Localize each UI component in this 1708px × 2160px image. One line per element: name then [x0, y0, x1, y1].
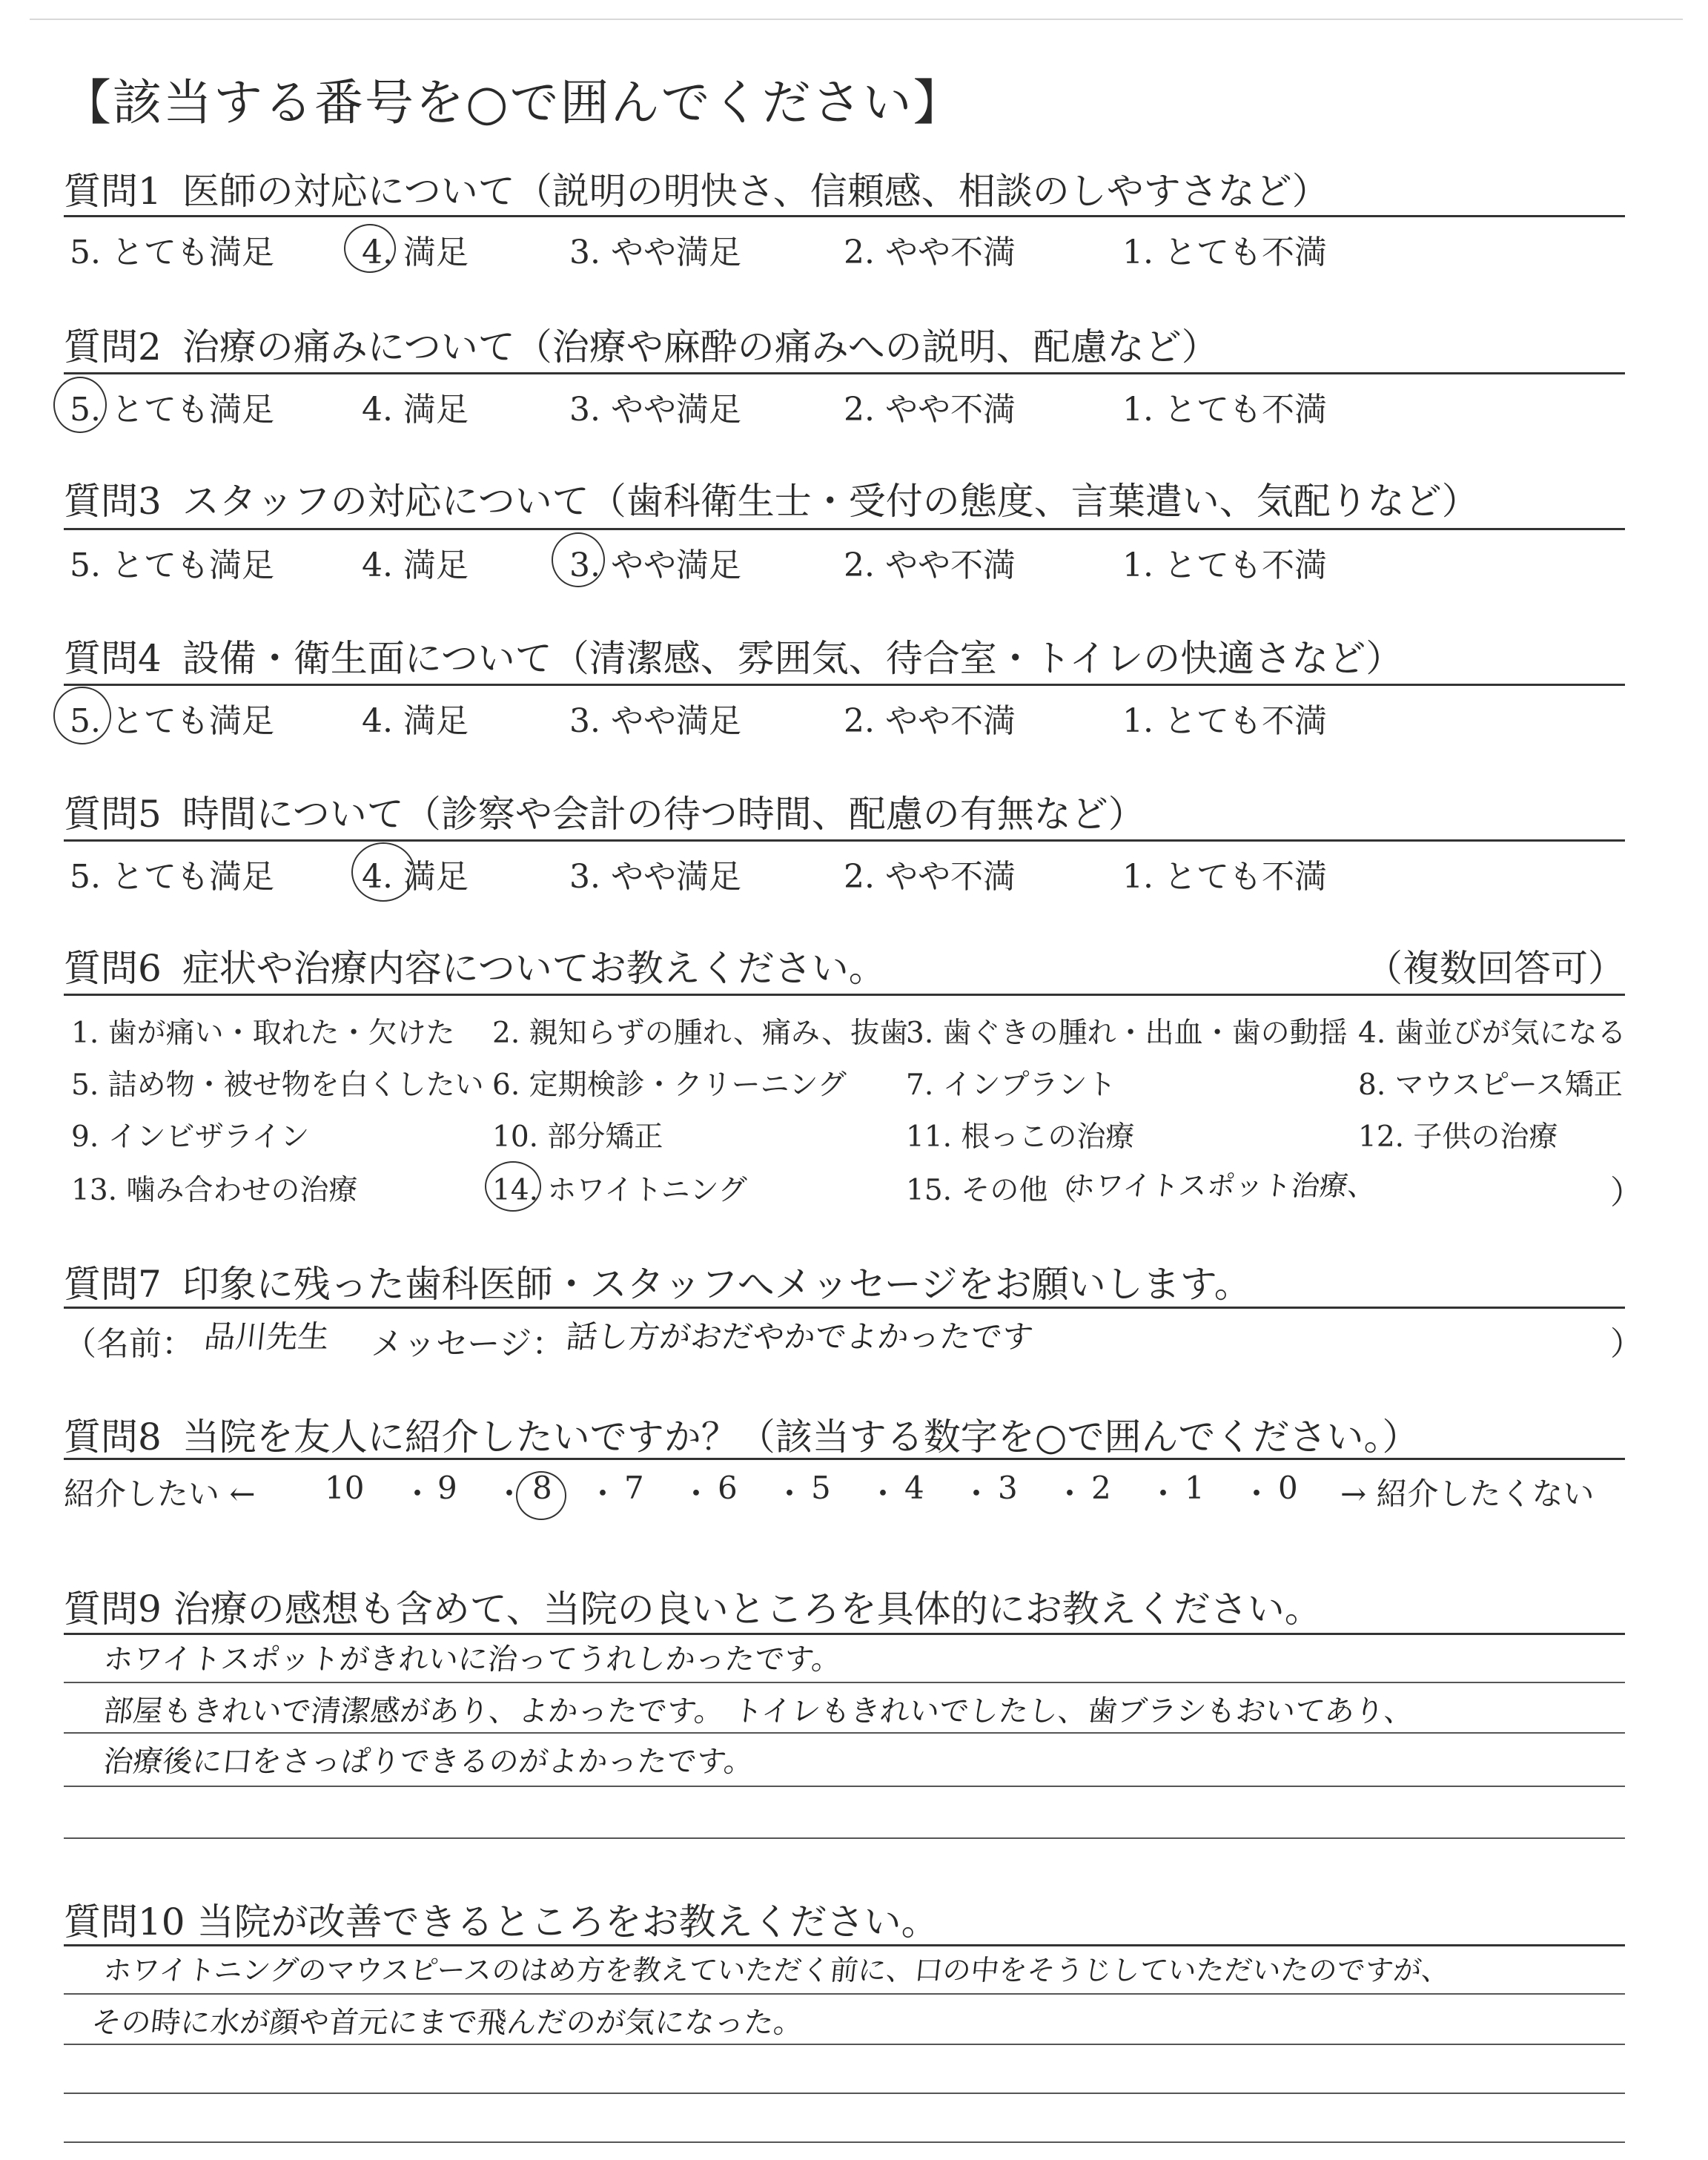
q6-option-9[interactable]: 9. インビザライン	[71, 1120, 310, 1154]
q1-option-1[interactable]: 1. とても不満	[1122, 234, 1327, 271]
question-number: 質問10	[64, 1900, 185, 1943]
scale-right-label: → 紹介したくない	[1340, 1476, 1595, 1512]
question-rule	[64, 528, 1625, 530]
q3-selected-circle	[552, 532, 605, 587]
q1-option-4[interactable]: 4. 満足	[362, 234, 469, 271]
scale-4[interactable]: 4	[904, 1470, 924, 1506]
scale-10[interactable]: 10	[325, 1470, 365, 1506]
question-rule	[64, 1458, 1625, 1460]
question-rule	[64, 1307, 1625, 1309]
q4-option-3[interactable]: 3. やや満足	[569, 702, 741, 740]
answer-line	[64, 2141, 1625, 2143]
scale-separator: ・	[1241, 1476, 1273, 1512]
q10-answer-line-2[interactable]: その時に水が顔や首元にまで飛んだのが気になった。	[90, 2006, 806, 2040]
q6-option-6[interactable]: 6. 定期検診・クリーニング	[492, 1069, 847, 1102]
question-text: 当院が改善できるところをお教えください。	[196, 1900, 939, 1943]
q7-close: ）	[1610, 1325, 1643, 1363]
question-4	[64, 629, 1403, 682]
question-2	[64, 317, 1219, 371]
question-text: 時間について（診察や会計の待つ時間、配慮の有無など）	[182, 793, 1145, 836]
question-text: 当院を友人に紹介したいですか？（該当する数字を○で囲んでください。）	[182, 1416, 1420, 1459]
q4-option-4[interactable]: 4. 満足	[362, 702, 469, 740]
q4-option-1[interactable]: 1. とても不満	[1122, 702, 1327, 740]
question-text: 治療の感想も含めて、当院の良いところを具体的にお教えください。	[173, 1588, 1322, 1631]
q8-scale	[64, 1470, 1625, 1514]
question-6	[64, 939, 886, 992]
scale-separator: ・	[587, 1476, 619, 1512]
q7-message-handwritten[interactable]: 話し方がおだやかでよかったです	[564, 1318, 1036, 1355]
q3-option-4[interactable]: 4. 満足	[362, 546, 469, 584]
question-number: 質問2	[64, 326, 162, 369]
question-text: 印象に残った歯科医師・スタッフへメッセージをお願いします。	[182, 1263, 1251, 1306]
question-rule	[64, 1633, 1625, 1635]
q5-option-5[interactable]: 5. とても満足	[70, 858, 274, 896]
scale-6[interactable]: 6	[718, 1470, 738, 1506]
q1-option-5[interactable]: 5. とても満足	[70, 234, 274, 271]
q6-option-7[interactable]: 7. インプラント	[906, 1069, 1116, 1102]
q5-option-2[interactable]: 2. やや不満	[844, 858, 1016, 896]
q6-other-close: ）	[1610, 1174, 1643, 1212]
q2-option-4[interactable]: 4. 満足	[362, 391, 469, 429]
question-rule	[64, 684, 1625, 686]
question-number: 質問9	[64, 1588, 162, 1631]
q9-answer-line-1[interactable]: ホワイトスポットがきれいに治ってうれしかったです。	[102, 1642, 844, 1677]
question-text: 設備・衛生面について（清潔感、雰囲気、待合室・トイレの快適さなど）	[182, 637, 1403, 680]
q2-option-5[interactable]: 5. とても満足	[70, 391, 274, 429]
answer-line	[64, 1682, 1625, 1683]
q7-name-handwritten[interactable]: 品川先生	[202, 1318, 331, 1355]
question-number: 質問6	[64, 947, 162, 990]
q7-message-label: メッセージ：	[371, 1325, 565, 1363]
q6-option-12[interactable]: 12. 子供の治療	[1358, 1120, 1558, 1154]
q7-name-label: （名前：	[64, 1325, 194, 1363]
q5-option-1[interactable]: 1. とても不満	[1122, 858, 1327, 896]
q3-option-1[interactable]: 1. とても不満	[1122, 546, 1327, 584]
q10-answer-line-1[interactable]: ホワイトニングのマウスピースのはめ方を教えていただく前に、口の中をそうじしていただいたのですが、	[102, 1954, 1452, 1986]
q5-option-4[interactable]: 4. 満足	[362, 858, 469, 896]
q3-option-5[interactable]: 5. とても満足	[70, 546, 274, 584]
q4-option-5[interactable]: 5. とても満足	[70, 702, 274, 740]
question-text: スタッフの対応について（歯科衛生士・受付の態度、言葉遣い、気配りなど）	[182, 480, 1479, 523]
question-rule	[64, 372, 1625, 374]
question-rule	[64, 215, 1625, 217]
q6-option-8[interactable]: 8. マウスピース矯正	[1358, 1069, 1623, 1102]
scale-5[interactable]: 5	[811, 1470, 831, 1506]
scale-2[interactable]: 2	[1091, 1470, 1111, 1506]
question-number: 質問7	[64, 1263, 162, 1306]
answer-line	[64, 2044, 1625, 2045]
answer-line	[64, 1786, 1625, 1787]
question-3	[64, 472, 1479, 525]
scale-8[interactable]: 8	[532, 1470, 552, 1506]
answer-line	[64, 2093, 1625, 2094]
scale-9[interactable]: 9	[437, 1470, 457, 1506]
scale-1[interactable]: 1	[1185, 1470, 1205, 1506]
question-1	[64, 162, 1329, 215]
top-border	[30, 19, 1683, 20]
scale-7[interactable]: 7	[624, 1470, 644, 1506]
multiple-answer-note: （複数回答可）	[1366, 947, 1625, 990]
q6-option-13[interactable]: 13. 噛み合わせの治療	[71, 1174, 358, 1207]
q6-selected-circle	[485, 1161, 541, 1212]
answer-line	[64, 1837, 1625, 1839]
q2-selected-circle	[53, 377, 107, 433]
question-9	[64, 1579, 1322, 1633]
answer-line	[64, 1732, 1625, 1734]
scale-separator: ・	[402, 1476, 434, 1512]
q4-option-2[interactable]: 2. やや不満	[844, 702, 1016, 740]
answer-line	[64, 1993, 1625, 1995]
q6-option-2[interactable]: 2. 親知らずの腫れ、痛み、抜歯	[492, 1017, 909, 1050]
question-8	[64, 1407, 1419, 1461]
scale-separator: ・	[961, 1476, 993, 1512]
question-text: 治療の痛みについて（治療や麻酔の痛みへの説明、配慮など）	[182, 326, 1219, 369]
q1-option-2[interactable]: 2. やや不満	[844, 234, 1016, 271]
scale-separator: ・	[774, 1476, 806, 1512]
q2-option-2[interactable]: 2. やや不満	[844, 391, 1016, 429]
question-text: 医師の対応について（説明の明快さ、信頼感、相談のしやすさなど）	[182, 170, 1329, 213]
question-7	[64, 1255, 1251, 1308]
scale-0[interactable]: 0	[1278, 1470, 1298, 1506]
question-10	[64, 1892, 939, 1946]
q5-option-3[interactable]: 3. やや満足	[569, 858, 741, 896]
question-rule	[64, 994, 1625, 996]
q5-selected-circle	[351, 842, 415, 902]
q1-option-3[interactable]: 3. やや満足	[569, 234, 741, 271]
scale-separator: ・	[681, 1476, 712, 1512]
q6-option-15[interactable]: 15. その他（	[906, 1174, 1077, 1207]
scale-3[interactable]: 3	[998, 1470, 1018, 1506]
q6-option-3[interactable]: 3. 歯ぐきの腫れ・出血・歯の動揺	[906, 1017, 1348, 1050]
question-rule	[64, 1944, 1625, 1946]
form-title: 【該当する番号を○で囲んでください】	[62, 74, 964, 131]
q2-option-1[interactable]: 1. とても不満	[1122, 391, 1327, 429]
q6-option-10[interactable]: 10. 部分矯正	[492, 1120, 663, 1154]
scale-separator: ・	[867, 1476, 899, 1512]
question-rule	[64, 839, 1625, 842]
question-number: 質問1	[64, 170, 162, 213]
q8-selected-circle	[516, 1471, 566, 1520]
q6-option-14[interactable]: 14. ホワイトニング	[492, 1174, 747, 1207]
q3-option-3[interactable]: 3. やや満足	[569, 546, 741, 584]
question-number: 質問3	[64, 480, 162, 523]
scale-separator: ・	[494, 1476, 526, 1512]
question-5	[64, 785, 1145, 838]
question-text: 症状や治療内容についてお教えください。	[182, 947, 886, 990]
q6-option-11[interactable]: 11. 根っこの治療	[906, 1120, 1135, 1154]
scale-separator: ・	[1054, 1476, 1086, 1512]
q1-selected-circle	[344, 224, 396, 273]
question-number: 質問8	[64, 1416, 162, 1459]
q2-option-3[interactable]: 3. やや満足	[569, 391, 741, 429]
q6-option-1[interactable]: 1. 歯が痛い・取れた・欠けた	[71, 1017, 455, 1050]
q4-selected-circle	[53, 687, 111, 744]
q6-other-handwritten[interactable]: ホワイトスポット治療、	[1065, 1169, 1378, 1202]
question-number: 質問4	[64, 637, 162, 680]
q6-option-4[interactable]: 4. 歯並びが気になる	[1358, 1017, 1626, 1050]
q9-answer-line-3[interactable]: 治療後に口をさっぱりできるのがよかったです。	[102, 1745, 755, 1779]
question-number: 質問5	[64, 793, 162, 836]
scale-left-label: 紹介したい ←	[64, 1476, 256, 1512]
q9-answer-line-2[interactable]: 部屋もきれいで清潔感があり、よかったです。 トイレもきれいでしたし、歯ブラシもおいてあり、	[102, 1694, 1416, 1728]
q6-option-5[interactable]: 5. 詰め物・被せ物を白くしたい	[71, 1069, 484, 1102]
scale-separator: ・	[1148, 1476, 1179, 1512]
q3-option-2[interactable]: 2. やや不満	[844, 546, 1016, 584]
